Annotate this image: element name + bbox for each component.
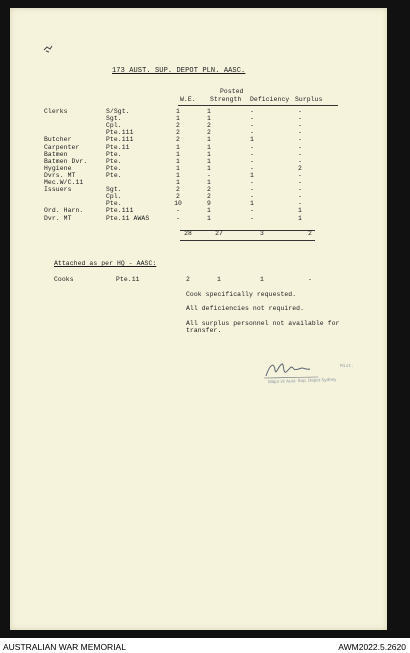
- row-deficiency: -: [250, 122, 254, 130]
- row-role-label: Dvr. MT: [44, 214, 72, 222]
- row-rank: Pte.: [106, 171, 122, 179]
- row-deficiency: 1: [250, 200, 254, 208]
- row-rank: Pte.11 AWAS: [106, 214, 150, 222]
- row-role-label: Dvrs. MT: [44, 171, 76, 179]
- row-role-label: Batmen: [44, 150, 68, 158]
- row-posted-strength: 2: [207, 122, 211, 130]
- header-posted-line2: Strength: [210, 96, 242, 103]
- row-rank: Pte.: [106, 157, 122, 165]
- row-surplus: -: [298, 129, 302, 137]
- note-2: All deficiencies not required.: [186, 305, 305, 312]
- row-we: 2: [176, 129, 180, 137]
- row-surplus: -: [298, 108, 302, 115]
- row-we: 1: [176, 164, 180, 172]
- attached-rank: Pte.11: [116, 276, 140, 283]
- row-deficiency: -: [250, 108, 254, 115]
- row-rank: Pte.11: [106, 143, 130, 151]
- row-we: 2: [176, 186, 180, 194]
- row-we: -: [176, 207, 180, 215]
- row-we: 2: [176, 136, 180, 144]
- row-rank: Pte.: [106, 150, 122, 158]
- attached-we: 2: [186, 276, 190, 283]
- row-rank: Pte.: [106, 164, 122, 172]
- attached-posted: 1: [217, 276, 221, 283]
- row-deficiency: -: [250, 157, 254, 165]
- attached-surplus: -: [308, 276, 312, 283]
- row-we: 2: [176, 193, 180, 201]
- note-3: All surplus personnel not available for: [186, 320, 340, 327]
- row-posted-strength: 1: [207, 143, 211, 151]
- row-rank: Pte.111: [106, 136, 134, 144]
- row-posted-strength: 1: [207, 179, 211, 186]
- note-4: transfer.: [186, 327, 222, 334]
- row-we: 1: [176, 150, 180, 158]
- note-1: Cook specifically requested.: [186, 291, 297, 298]
- row-surplus: -: [298, 136, 302, 144]
- row-surplus: 1: [298, 214, 302, 222]
- row-role-label: Butcher: [44, 136, 72, 144]
- signature-suffix: Mist.: [340, 364, 355, 369]
- row-we: 1: [176, 115, 180, 123]
- row-we: 1: [176, 143, 180, 151]
- row-posted-strength: 1: [207, 207, 211, 215]
- row-surplus: 2: [298, 164, 302, 172]
- row-role-label: Carpenter: [44, 143, 80, 151]
- row-surplus: -: [298, 171, 302, 179]
- row-rank: Cpl.: [106, 122, 122, 130]
- row-posted-strength: 1: [207, 214, 211, 222]
- row-rank: Pte.: [106, 200, 122, 208]
- row-surplus: -: [298, 122, 302, 130]
- row-surplus: -: [298, 179, 302, 186]
- row-posted-strength: -: [207, 171, 211, 179]
- row-deficiency: -: [250, 143, 254, 151]
- row-surplus: -: [298, 193, 302, 201]
- header-underline: [178, 105, 338, 106]
- row-deficiency: 1: [250, 136, 254, 144]
- row-we: 2: [176, 122, 180, 130]
- total-we: 28: [184, 230, 192, 237]
- footer-institution: AUSTRALIAN WAR MEMORIAL: [3, 642, 126, 652]
- row-we: -: [176, 214, 180, 222]
- row-surplus: -: [298, 157, 302, 165]
- row-deficiency: -: [250, 150, 254, 158]
- attached-name: Cooks: [54, 276, 74, 283]
- document-title: 173 AUST. SUP. DEPOT PLN. AASC.: [112, 67, 246, 75]
- row-rank: Sgt.: [106, 186, 122, 194]
- row-deficiency: -: [250, 186, 254, 194]
- row-surplus: -: [298, 143, 302, 151]
- row-deficiency: -: [250, 193, 254, 201]
- attached-deficiency: 1: [260, 276, 264, 283]
- totals-rule-top: [180, 230, 315, 231]
- row-deficiency: -: [250, 179, 254, 186]
- row-posted-strength: 1: [207, 115, 211, 123]
- row-posted-strength: 9: [207, 200, 211, 208]
- totals-rule-bottom: [180, 240, 315, 241]
- header-posted-line1: Posted: [220, 88, 244, 95]
- attached-heading: Attached as per HQ - AASC:: [54, 260, 157, 267]
- footer-bar: [0, 638, 410, 653]
- row-we: 1: [176, 157, 180, 165]
- row-rank: Cpl.: [106, 193, 122, 201]
- row-role-label: Issuers: [44, 186, 72, 194]
- row-surplus: -: [298, 200, 302, 208]
- row-role-label: Hygiene: [44, 164, 72, 172]
- row-we: 10: [174, 200, 182, 208]
- row-surplus: -: [298, 115, 302, 123]
- row-rank: Pte.111: [106, 129, 134, 137]
- row-deficiency: -: [250, 207, 254, 215]
- row-posted-strength: 1: [207, 108, 211, 115]
- row-role-label: Clerks: [44, 108, 68, 115]
- rank-stamp: Major i/c Aust. Sup. Depot Sydney: [267, 376, 337, 385]
- row-posted-strength: 1: [207, 164, 211, 172]
- header-surplus: Surplus: [295, 96, 323, 103]
- document-page: [10, 8, 387, 630]
- row-posted-strength: 2: [207, 193, 211, 201]
- row-posted-strength: 1: [207, 136, 211, 144]
- total-posted: 27: [215, 230, 223, 237]
- row-posted-strength: 2: [207, 186, 211, 194]
- row-we: 1: [176, 108, 180, 115]
- row-we: 1: [176, 171, 180, 179]
- row-posted-strength: 2: [207, 129, 211, 137]
- row-rank: Pte.111: [106, 207, 134, 215]
- footer-accession-number: AWM2022.5.2620: [338, 642, 406, 652]
- row-role-label: Ord. Harn.: [44, 207, 84, 215]
- row-rank: Sgt.: [106, 115, 122, 123]
- row-rank: S/Sgt.: [106, 108, 130, 115]
- header-we: W.E.: [180, 96, 196, 103]
- row-posted-strength: 1: [207, 150, 211, 158]
- row-deficiency: 1: [250, 171, 254, 179]
- row-surplus: -: [298, 150, 302, 158]
- row-deficiency: -: [250, 164, 254, 172]
- row-role-label: Batmen Dvr.: [44, 157, 88, 165]
- punch-hole-mark: [42, 44, 54, 54]
- row-surplus: -: [298, 186, 302, 194]
- row-role-label: Mec.W/C.11: [44, 179, 84, 186]
- total-surplus: 2: [308, 230, 312, 237]
- row-deficiency: -: [250, 129, 254, 137]
- row-posted-strength: 1: [207, 157, 211, 165]
- row-we: 1: [176, 179, 180, 186]
- header-deficiency: Deficiency: [250, 96, 290, 103]
- row-surplus: 1: [298, 207, 302, 215]
- row-deficiency: -: [250, 115, 254, 123]
- total-deficiency: 3: [260, 230, 264, 237]
- row-deficiency: -: [250, 214, 254, 222]
